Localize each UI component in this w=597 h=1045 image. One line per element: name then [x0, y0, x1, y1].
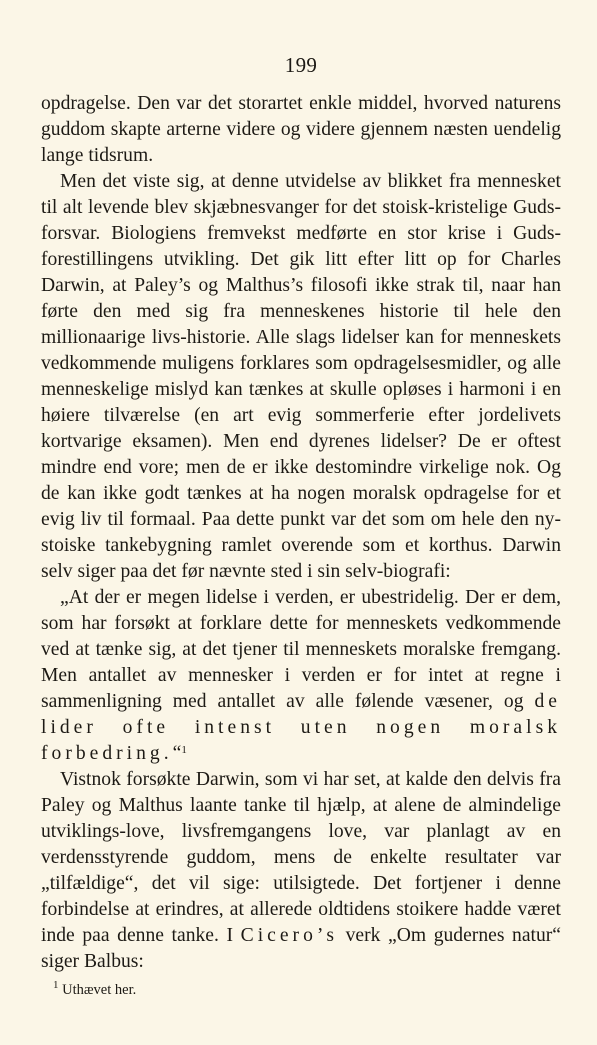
- emphasized-name: Cicero’s: [240, 925, 338, 946]
- emphasized-quote-text: de lider ofte intenst uten nogen moralsk forbedring.: [41, 691, 561, 764]
- darwin-quote-paragraph: [41, 585, 561, 767]
- page-number: 199: [284, 53, 318, 77]
- body-text: [41, 91, 561, 975]
- paragraph-4-text: Vistnok forsøkte Darwin, som vi har set, at kalde den delvis fra Paley og Malthus laante tanke til hjælp, at alene de almindelige utviklings-love, livsfremgangens love, var planlagt av en verdensstyrende guddom, mens de enkelte resultater var „tilfældige“, det vil sige: utilsigtede. Det fortjener i denne forbindelse at erindres, at allerede oldtidens stoikere hadde været inde paa denne tanke. I: [41, 769, 561, 946]
- quote-text: „At der er megen lidelse i verden, er ubestridelig. Der er dem, som har forsøkt at forklare dette for menneskets vedkommende ved at tænke sig, at det tjener til menneskets moralske fremgang. Men antallet av mennesker i verden er for intet at regne i sammenligning med antallet av alle følende væsener, og: [41, 587, 561, 712]
- footnote-marker: 1: [53, 979, 59, 991]
- paragraph-4: [41, 767, 561, 975]
- footnote: [53, 981, 561, 999]
- paragraph-2: Men det viste sig, at denne utvidelse av blikket fra mennesket til alt levende blev skjæbnesvanger for det stoisk-kristelige Guds-forsvar. Biologiens fremvekst medførte en stor krise i Guds-forestillingens utvikling. Det gik litt efter litt op for Charles Darwin, at Paley’s og Malthus’s filosofi ikke strak til, naar han førte den med sig fra menneskenes historie til hele den millionaarige livs-historie. Alle slags lidelser kan for menneskets vedkommende muligens forklares som opdragelsesmidler, og alle menneskelige mislyd kan tænkes at skulle opløses i harmoni i en høiere tilværelse (en art evig sommerferie efter jordelivets kortvarige eksamen). Men end dyrenes lidelser? De er oftest mindre end vore; men de er ikke destomindre virkelige nok. Og de kan ikke godt tænkes at ha nogen moralsk opdragelse for et evig liv til formaal. Paa dette punkt var det som om hele den ny-stoiske tankebygning ramlet overende som et korthus. Darwin selv siger paa det før nævnte sted i sin selv-biografi:: [41, 171, 561, 582]
- footnote-text: Uthævet her.: [62, 982, 137, 998]
- footnote-reference: 1: [181, 744, 187, 756]
- paragraph-4-ending: verk „Om gudernes natur“ siger Balbus:: [41, 925, 562, 972]
- closing-quote-mark: “: [172, 743, 182, 764]
- paragraph-1: opdragelse. Den var det storartet enkle middel, hvorved naturens guddom skapte arterne videre og videre gjennem næsten uendelig lange tidsrum.: [41, 93, 561, 166]
